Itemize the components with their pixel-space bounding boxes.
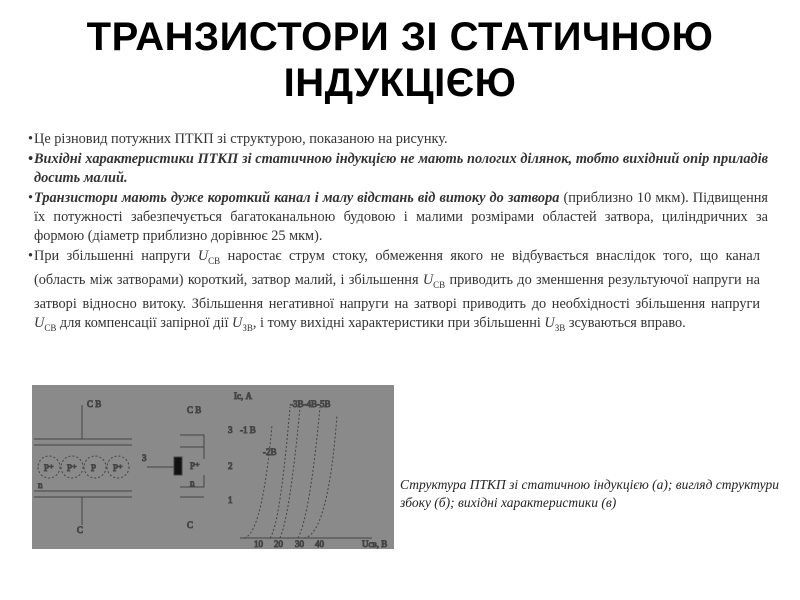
- subscript: ЗВ: [554, 322, 566, 333]
- x-axis-label: Uсв, В: [362, 539, 388, 549]
- symbol: U: [232, 314, 243, 331]
- bullet-text: (приблизно 10 мкм). Підвищення їх потужності забезпечується багатоканальною будовою і малими розмірами областей затвора, циліндричних за формою (діаметр приблизно дорівнює 25 мкм).: [34, 190, 768, 244]
- symbol: U: [34, 314, 45, 331]
- y-tick: 2: [228, 461, 233, 471]
- bullet-text: зсуваються вправо.: [565, 314, 686, 331]
- subscript: ЗВ: [242, 322, 253, 333]
- label: P⁺: [113, 463, 123, 473]
- subscript: СВ: [44, 322, 57, 333]
- label: P⁺: [67, 463, 77, 473]
- bullet-text: приводить до зменшення результуючої напруги на затворі відносно витоку. Збільшення негативної напруги на затворі приводить до необхідності збільшення напруги: [34, 271, 760, 312]
- subscript: СВ: [208, 255, 221, 266]
- label: С В: [187, 405, 202, 415]
- x-tick: 30: [295, 539, 304, 549]
- label: З: [142, 453, 147, 463]
- label: P⁺: [44, 463, 54, 473]
- bullet-text: , і тому вихідні характеристики при збільшенні: [252, 314, 545, 331]
- y-tick: 3: [228, 425, 233, 435]
- bullet-4: • При збільшенні напруги $U_{СВ}$ наростає струм стоку, обмеження якого не відбувається внаслідок того, що канал (область між затворами) короткий, затвор малий, і збільшення $U_{СВ}$ приводить до зменшення результуючої напруги на затворі відносно витоку. Збільшення негативної напруги на затворі приводить до необхідності збільшення напруги $U_{СВ}$ для компенсації запірної дії $U_{ЗВ}$, і тому вихідні характеристики при збільшенні $U_{ЗВ}$ зсуваються вправо.: [28, 248, 760, 333]
- x-tick: 10: [254, 539, 263, 549]
- slide-title: [0, 14, 800, 106]
- symbol: U: [422, 271, 434, 288]
- y-axis-label: Iс, А: [234, 391, 252, 401]
- x-tick: 40: [315, 539, 324, 549]
- label: P⁺: [190, 461, 200, 471]
- subscript: СВ: [433, 279, 446, 290]
- symbol: U: [544, 314, 555, 331]
- title-line-1: ТРАНЗИСТОРИ ЗІ СТАТИЧНОЮ: [86, 15, 714, 59]
- bullet-text: наростає струм стоку, обмеження якого не відбувається внаслідок того, що канал (область між затворами) короткий, затвор малий, і збільшення: [34, 248, 760, 288]
- bullet-text: для компенсації запірної дії: [56, 314, 233, 331]
- label: P: [91, 463, 97, 473]
- label: С: [187, 520, 194, 530]
- curve-labels: -3В-4В-5В: [290, 399, 331, 409]
- bullet-2: • Вихідні характеристики ПТКП зі статичною індукцією не мають пологих ділянок, тобто вихідний опір приладів досить малий.: [28, 151, 768, 186]
- symbol: U: [197, 248, 209, 264]
- bullet-3: • Транзистори мають дуже короткий канал і малу відстань від витоку до затвора (приблизно 10 мкм). Підвищення їх потужності забезпечується багатоканальною будовою і малими розмірами областей затвора, циліндричних за формою (діаметр приблизно дорівнює 25 мкм).: [28, 190, 768, 244]
- bullet-bold-text: Транзистори мають дуже короткий канал і малу відстань від витоку до затвора: [34, 190, 560, 206]
- label: n: [38, 480, 43, 490]
- bullet-1: • Це різновид потужних ПТКП зі структурою, показаною на рисунку.: [28, 131, 448, 147]
- transistor-figure: [32, 385, 394, 549]
- bullet-text: При збільшенні напруги: [34, 248, 198, 264]
- title-line-2: ІНДУКЦІЄЮ: [283, 61, 517, 105]
- x-tick: 20: [274, 539, 283, 549]
- curve-label: -1 В: [240, 425, 256, 435]
- label: С В: [87, 399, 102, 409]
- y-tick: 1: [228, 495, 233, 505]
- curve-label: -2В: [263, 447, 277, 457]
- bullet-text: Вихідні характеристики ПТКП зі статичною індукцією не мають пологих ділянок, тобто вихідний опір приладів досить малий.: [34, 151, 768, 186]
- label: n: [190, 478, 195, 488]
- label: С: [77, 525, 84, 535]
- figure-caption: Структура ПТКП зі статичною індукцією (а); вигляд структури збоку (б); вихідні характеристики (в): [400, 477, 779, 510]
- bullet-text: Це різновид потужних ПТКП зі структурою, показаною на рисунку.: [34, 131, 448, 147]
